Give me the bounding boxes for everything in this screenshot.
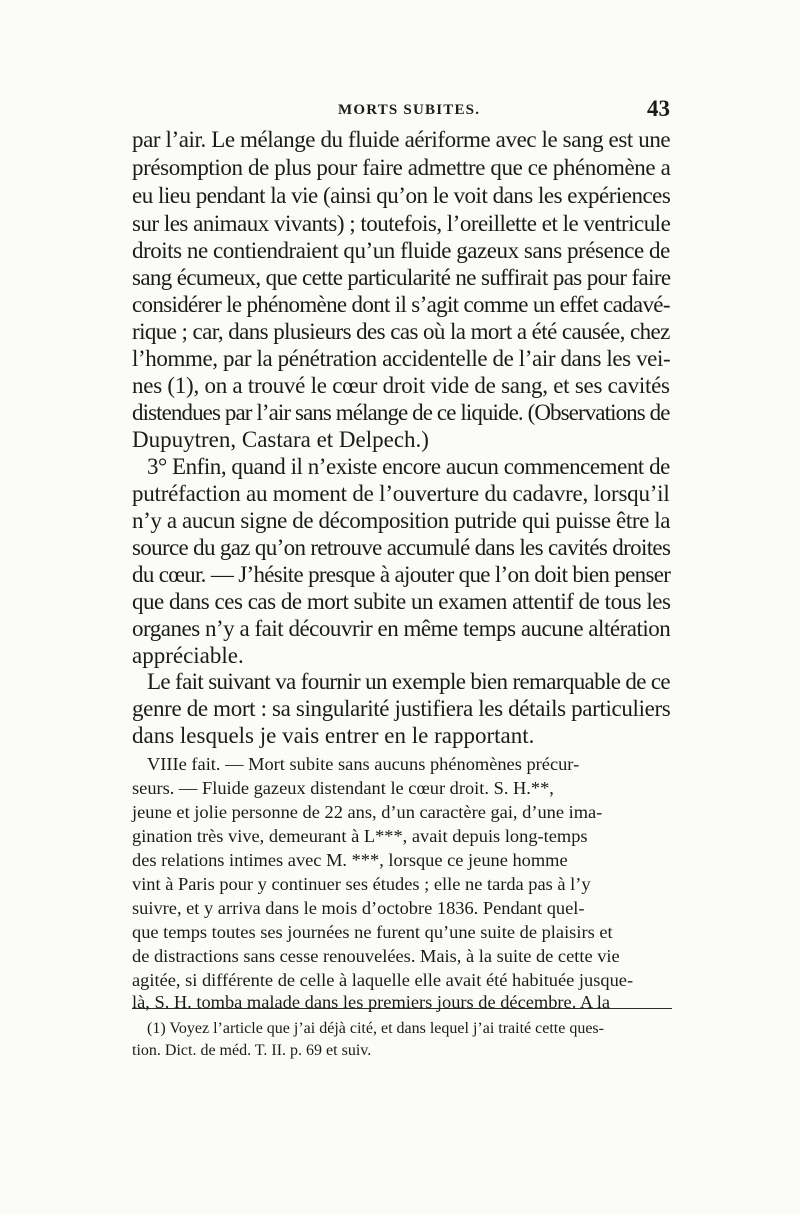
page-number: 43 bbox=[647, 96, 670, 121]
case-line: là, S. H. tomba malade dans les premiers jours de décembre. A la bbox=[132, 992, 611, 1012]
text-line: du cœur. — J’hésite presque à ajouter que l’on doit bien penser bbox=[132, 562, 671, 587]
text-line: considérer le phénomène dont il s’agit comme un effet cadavé- bbox=[132, 292, 670, 317]
footnote-rule bbox=[132, 1008, 672, 1009]
running-title: MORTS SUBITES. bbox=[338, 102, 481, 118]
footnote-line: tion. Dict. de méd. T. II. p. 69 et suiv. bbox=[132, 1042, 372, 1059]
case-line: suivre, et y arriva dans le mois d’octobre 1836. Pendant quel- bbox=[132, 898, 585, 918]
case-line: seurs. — Fluide gazeux distendant le cœur droit. S. H.**, bbox=[132, 778, 554, 798]
text-line: source du gaz qu’on retrouve accumulé dans les cavités droites bbox=[132, 535, 671, 560]
case-line: que temps toutes ses journées ne furent qu’une suite de plaisirs et bbox=[132, 922, 613, 942]
case-line: gination très vive, demeurant à L***, avait depuis long-temps bbox=[132, 826, 588, 846]
text-line: Le fait suivant va fournir un exemple bien remarquable de ce bbox=[147, 669, 670, 694]
text-line: que dans ces cas de mort subite un examen attentif de tous les bbox=[132, 589, 671, 614]
case-line: de distractions sans cesse renouvelées. Mais, à la suite de cette vie bbox=[132, 946, 620, 966]
text-line: putréfaction au moment de l’ouverture du cadavre, lorsqu’il bbox=[132, 481, 670, 506]
text-line: 3° Enfin, quand il n’existe encore aucun commencement de bbox=[147, 454, 670, 479]
text-line: n’y a aucun signe de décomposition putride qui puisse être la bbox=[132, 508, 671, 533]
case-line: vint à Paris pour y continuer ses études ; elle ne tarda pas à l’y bbox=[132, 874, 591, 894]
text-line: appréciable. bbox=[132, 643, 244, 668]
text-line: droits ne contiendraient qu’un fluide gazeux sans présence de bbox=[132, 238, 670, 263]
running-head bbox=[132, 96, 670, 124]
text-line: nes (1), on a trouvé le cœur droit vide de sang, et ses cavités bbox=[132, 373, 670, 398]
case-line: des relations intimes avec M. ***, lorsque ce jeune homme bbox=[132, 850, 568, 870]
text-line: Dupuytren, Castara et Delpech.) bbox=[132, 427, 429, 452]
text-line: sang écumeux, que cette particularité ne suffirait pas pour faire bbox=[132, 265, 671, 290]
case-line: VIIIe fait. — Mort subite sans aucuns phénomènes précur- bbox=[147, 754, 580, 774]
footnote-line: (1) Voyez l’article que j’ai déjà cité, et dans lequel j’ai traité cette ques- bbox=[147, 1020, 604, 1037]
case-line: agitée, si différente de celle à laquelle elle avait été habituée jusque- bbox=[132, 970, 634, 990]
case-line: jeune et jolie personne de 22 ans, d’un caractère gai, d’une ima- bbox=[132, 802, 603, 822]
text-line: par l’air. Le mélange du fluide aériforme avec le sang est une bbox=[132, 127, 671, 152]
text-line: sur les animaux vivants) ; toutefois, l’oreillette et le ventricule bbox=[132, 211, 671, 236]
text-line: distendues par l’air sans mélange de ce liquide. (Observations de bbox=[132, 400, 670, 425]
text-line: dans lesquels je vais entrer en le rapportant. bbox=[132, 723, 535, 748]
text-line: présomption de plus pour faire admettre que ce phénomène a bbox=[132, 155, 671, 180]
text-line: genre de mort : sa singularité justifiera les détails particuliers bbox=[132, 696, 671, 721]
text-line: organes n’y a fait découvrir en même temps aucune altération bbox=[132, 616, 671, 641]
text-line: rique ; car, dans plusieurs des cas où la mort a été causée, chez bbox=[132, 319, 670, 344]
text-line: l’homme, par la pénétration accidentelle de l’air dans les vei- bbox=[132, 346, 671, 371]
text-line: eu lieu pendant la vie (ainsi qu’on le voit dans les expériences bbox=[132, 183, 671, 208]
